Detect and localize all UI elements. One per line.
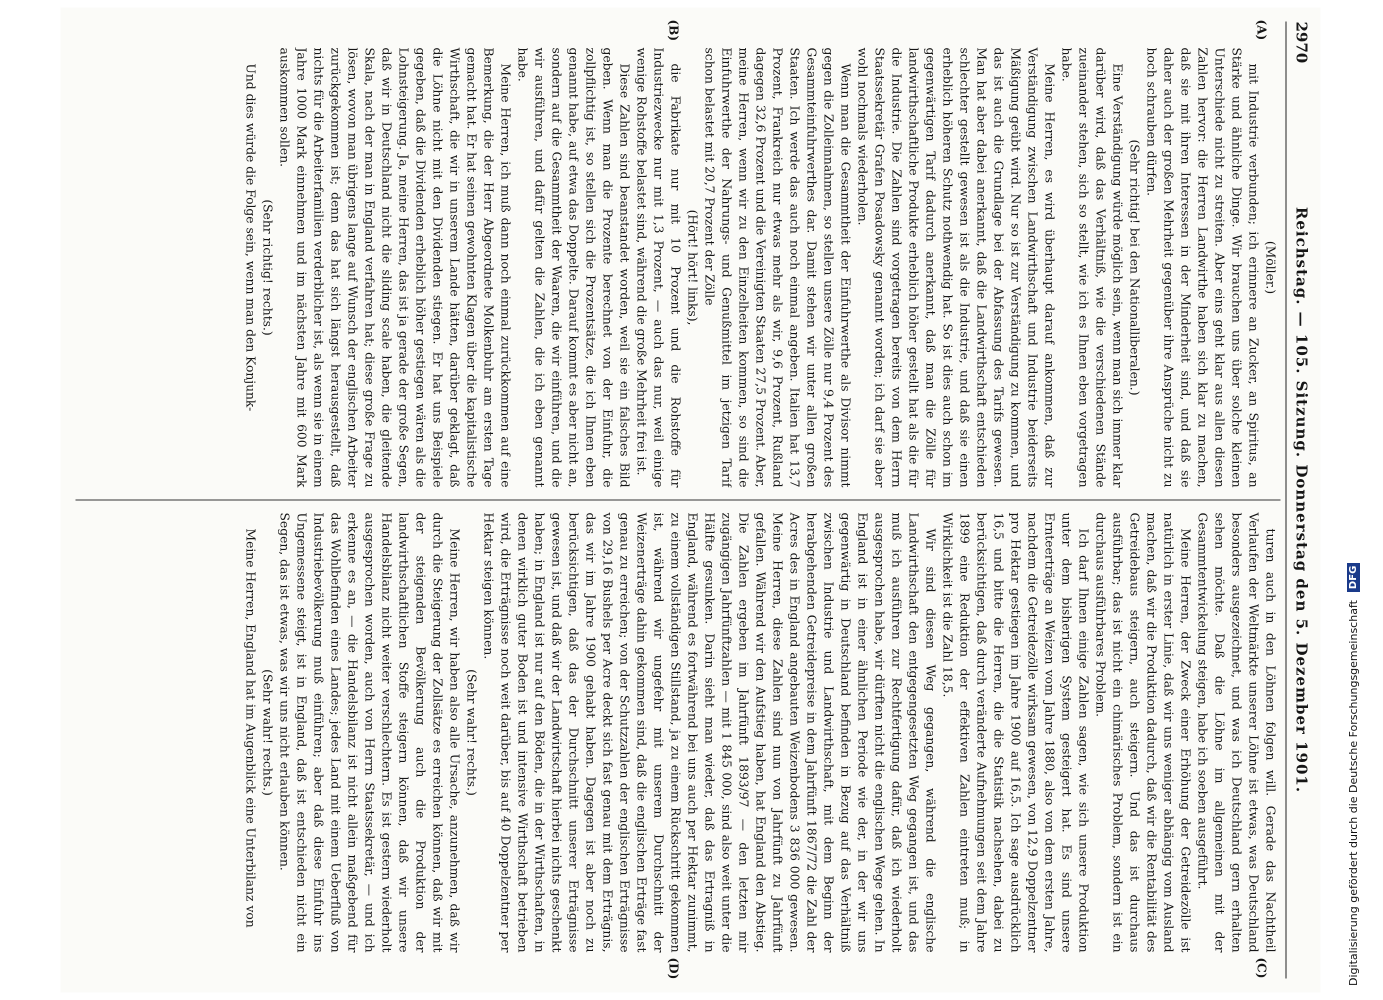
paragraph: Wir sind diesen Weg gegangen, während die englische Landwirthschaft den entgegengesetzten Weg gegangen ist, und das muß ich ausführen zur Rechtfertigung dafür, daß ich wiederholt ausgesprochen habe, wir dürften nicht die englischen Wege gehen. In England ist in einer ähnlichen Periode wie der, in der wir uns gegenwärtig in Deutschland befinden in Bezug auf das Verhältniß zwischen Industrie und Landwirthschaft, mit dem Beginn der herabgehenden Getreidepreise in dem Jahrfünft 1867/72 die Zahl der Acres des in England angebauten Weizenbodens 3 836 000 gewesen. Meine Herren, diese Zahlen sind nun von Jahrfünft zu Jahrfünft gefallen. Während wir den Aufstieg haben, hat England den Abstieg. Die Zahlen ergeben im Jahrfünft 1893/97 — den letzten mir zugängigen Jahrfünftzahlen — mit 1 845 000, sind also weit unter die Hälfte gesunken. Darin sieht man wieder, daß das Ertragniß in England, während es fortwährend bei uns auch per Hektar zunimmt, zu einem vollständigen Stillstand, ja zu einem Rückschritt gekommen ist, während wir ungefehr mit unserem Durchschnitt der Weizenerträge dahin gekommen sind, daß die englischen Erträge fast genau zu erreichen; von der Schutzzahlen der englischen Erträgnisse von 29,16 Bushels per Acre deckt sich fast genau mit dem Erträgnis, das wir im Jahre 1900 gehabt haben. Dagegen ist aber noch zu berücksichtigen, daß das der Durchschnitt unserer Erträgnisse gewesen ist, und daß wir der Landwirtschaft hierbei nichts geschenkt haben; in England ist nur auf den Böden, die in der Wirthschaften, in denen wirklich guter Boden ist und intensive Wirthschaft betrieben wird, die Erträgnisse noch weit darüber, bis auf 40 Doppelzentner per Hektar steigen können. <box>481 512 937 953</box>
paragraph: mit Industrie verbunden; ich erinnere an Zucker, an Spiritus, an Stärke und ähnliche Dinge. Wir brauchen uns über solche kleinen Unterschiede nicht zu streiten. Aber eins geht klar aus allen diesen Zahlen hervor: die Herren Landwirthe haben sich klar zu machen, daß sie mit ihren Interessen in der Minderheit sind, und daß sie daher auch der großen Mehrheit gegenüber ihre Ansprüche nicht zu hoch schrauben dürfen. <box>1144 47 1260 488</box>
credit-text: Digitalisierung gefördert durch die Deutsche Forschungsgemeinschaft <box>1346 600 1360 986</box>
interjection: (Sehr wahr! rechts.) <box>464 669 478 796</box>
paragraph: Meine Herren, der Zweck einer Erhöhung der Getreidezölle ist natürlich in erster Linie, daß wir uns weniger abhängig vom Ausland machen, daß wir die Produktion dadurch, daß wir die Rentabilität des Getreidebaus steigern, auch steigern. Und das ist durchaus ausführbar; das ist nicht ein chimärisches Problem, sondern ist ein durchaus ausführbares Problem. <box>1093 512 1192 953</box>
digitization-credit <box>1342 14 1372 986</box>
paragraph: die Fabrikate nur mit 10 Prozent und die Rohstoffe für Industriezwecke nur mit 1,3 Prozent, — auch das nur, weil einige wenige Rohstoffe belastet sind, während die große Mehrheit frei ist. <box>634 47 682 488</box>
paragraph: Meine Herren, England hat im Augenblick eine Unterbilanz von <box>243 528 257 928</box>
dfg-logo: DFG <box>1347 563 1360 592</box>
scanned-page <box>60 0 1320 1000</box>
text-column-left <box>78 48 1278 488</box>
margin-mark-c: (C) <box>1254 957 1268 979</box>
page-header <box>1285 22 1312 979</box>
credit-strip <box>1342 14 1364 986</box>
paragraph: Ich darf Ihnen einige Zahlen sagen, wie sich unsere Produktion unter dem bisherigen System gesteigert hat. Es sind unsere Ernteerträge an Weizen vom Jahre 1880, also von dem ersten Jahre, nachdem die Getreidezölle wirksam gewesen, von 12,9 Doppelzentner pro Hektar gestiegen im Jahre 1900 auf 16,5. Ich sage ausdrücklich 16,5 und bitte die Herren, die die Statistik nachsehen, dabei zu berücksichtigen, daß durch veränderte Aufnehmungen seit dem Jahre 1899 eine Reduktion der effektiven Zahlen eintreten muß; in Wirklichkeit ist die Zahl 18,5. <box>940 512 1090 953</box>
paragraph: turen auch in den Löhnen folgen will. Gerade das Nachtheil Verlaufen der Weltmärkte unserer Löhne ist etwas, was Deutschland besonders ausgezeichnet, und was ich Deutschland gern erhalten sehen möchte. Daß die Löhne im allgemeinen mit der Gesammtentwickelung steigen, habe ich soeben ausgeführt. <box>1195 512 1277 953</box>
interjection: (Möller.) <box>1263 240 1277 295</box>
margin-mark-d: (D) <box>666 957 680 980</box>
text-column-right <box>78 513 1278 953</box>
running-title: Reichstag. — 105. Sitzung. Donnerstag den 5. Dezember 1901. <box>1292 206 1310 794</box>
paragraph: Und dies würde die Folge sein, wenn man den Konjunk- <box>243 63 257 412</box>
interjection: (Hört! hört! links), <box>685 209 699 326</box>
paragraph: Eine Verständigung würde möglich sein, wenn man sich immer klar darüber wird, daß das Verhältniß, wie die verschiedenen Stände zueinander stehen, sich so stellt, wie ich es Ihnen eben vorgetragen habe. <box>1059 47 1124 488</box>
paragraph: Wenn man die Gesammtheit der Einfuhrwerthe als Divisor nimmt gegen die Zolleinnahmen, so stellen unsere Zölle nur 9,4 Prozent des Gesammteinfuhrwerthes dar. Damit stehen wir unter allen großen Staaten. Ich werde das auch noch einmal angeben. Italien hat 13,7 Prozent, Frankreich nur etwas mehr als wir, 9,6 Prozent, Rußland dagegen 32,6 Prozent und die Vereinigten Staaten 27,5 Prozent. Aber, meine Herren, wenn wir zu den Einzelheiten kommen, so sind die Einfuhrwerthe der Nahrungs- und Genußmittel im jetzigen Tarif schon belastet mit 20,7 Prozent der Zölle <box>702 47 852 488</box>
paragraph: Meine Herren, wir haben also alle Ursache, anzunehmen, daß wir durch die Steigerung der Zollsätze es erreichen können, daß wir mit der steigenden Bevölkerung auch die Produktion der landwirthschaftlichen Stoffe steigern können, daß wir unsere Handelsbilanz nicht weiter verschlechtern. Es ist gestern wiederholt ausgesprochen worden, auch von Herrn Staatssekretär, — und ich erkenne es an, — die Handelsbilanz ist nicht allein maßgebend für das Wohlbefinden eines Landes; jedes Land mit einem Ueberfluß von Industriebevölkerung muß einführen; aber daß diese Einfuhr ins Ungemessene steigt, ist in England, daß ist entschieden nicht ein Segen, das ist etwas, was wir uns nicht erlauben können. <box>277 512 461 953</box>
paragraph: Meine Herren, es wird überhaupt darauf ankommen, daß zur Verständigung zwischen Landwirthschaft und Industrie beiderseits Mäßigung geübt wird. Nur so ist zur Verständigung zu kommen, und das ist auch die Grundlage bei der Abfassung des Tarifs gewesen. Man hat aber dabei anerkannt, daß die Landwirthschaft entschieden schlechter gestellt gewesen ist als die Industrie, und daß sie einen erheblich höheren Schutz nothwendig hat. So ist dies auch schon im gegenwärtigen Tarif dadurch anerkannt, daß man die Zölle für landwirthschaftliche Produkte erheblich höher gestellt hat als die für die Industrie. Die Zahlen sind vorgetragen bereits von dem Herrn Staatssekretär Grafen Posadowsky genannt worden; ich darf sie aber wohl nochmals wiederholen. <box>855 47 1056 488</box>
page-number: 2970 <box>1292 21 1310 64</box>
paragraph: Diese Zahlen sind beanstandet worden, weil sie ein falsches Bild geben. Wenn man die Prozente berechnet von der Einfuhr, die zollpflichtig ist, so stellen sich die Prozentsätze, die ich Ihnen eben genannt habe, auf etwa das Doppelte. Darauf kommt es aber nicht an, sondern auf die Gesammtheit der Waaren, die wir einführen, und die wir ausführen, und dafür gelten die Zahlen, die ich eben genannt habe. <box>515 47 631 488</box>
margin-mark-b: (B) <box>666 19 680 41</box>
margin-mark-a: (A) <box>1254 19 1268 41</box>
interjection: (Sehr richtig! rechts.) <box>260 199 274 336</box>
column-divider <box>75 500 1280 501</box>
interjection: (Sehr richtig! bei den Nationalliberalen.) <box>1127 139 1141 396</box>
paragraph: Meine Herren, ich muß dann noch einmal zurückkommen auf eine Bemerkung, die der Herr Abgeordnete Molkenbuhr am ersten Tage gemacht hat. Er hat seinen gewohnten Klagen über die kapitalistische Wirthschaft, die wir in unserem Lande hätten, darüber geklagt, daß die Löhne nicht mit den Dividenden stiegen. Er hat uns Beispiele gegeben, daß die Dividenden erheblich höher gestiegen wären als die Lohnsteigerung. Ja, meine Herren, das ist ja gerade der große Segen, daß wir in Deutschland nicht die sliding scale haben, die gleitende Skala, nach der man in England verfahren hat; diese große Frage zu lösen, wovon man übrigens lange auf Wunsch der englischen Arbeiter zurückgekommen ist; denn das hat sich längst herausgestellt, daß nichts für die Arbeiterfamilien verderblicher ist, als wenn sie in einem Jahre 1000 Mark einnehmen und im nächsten Jahre mit 600 Mark auskommen sollen. <box>277 47 512 488</box>
document-sheet <box>60 8 1320 993</box>
interjection: (Sehr wahr! rechts.) <box>260 669 274 796</box>
